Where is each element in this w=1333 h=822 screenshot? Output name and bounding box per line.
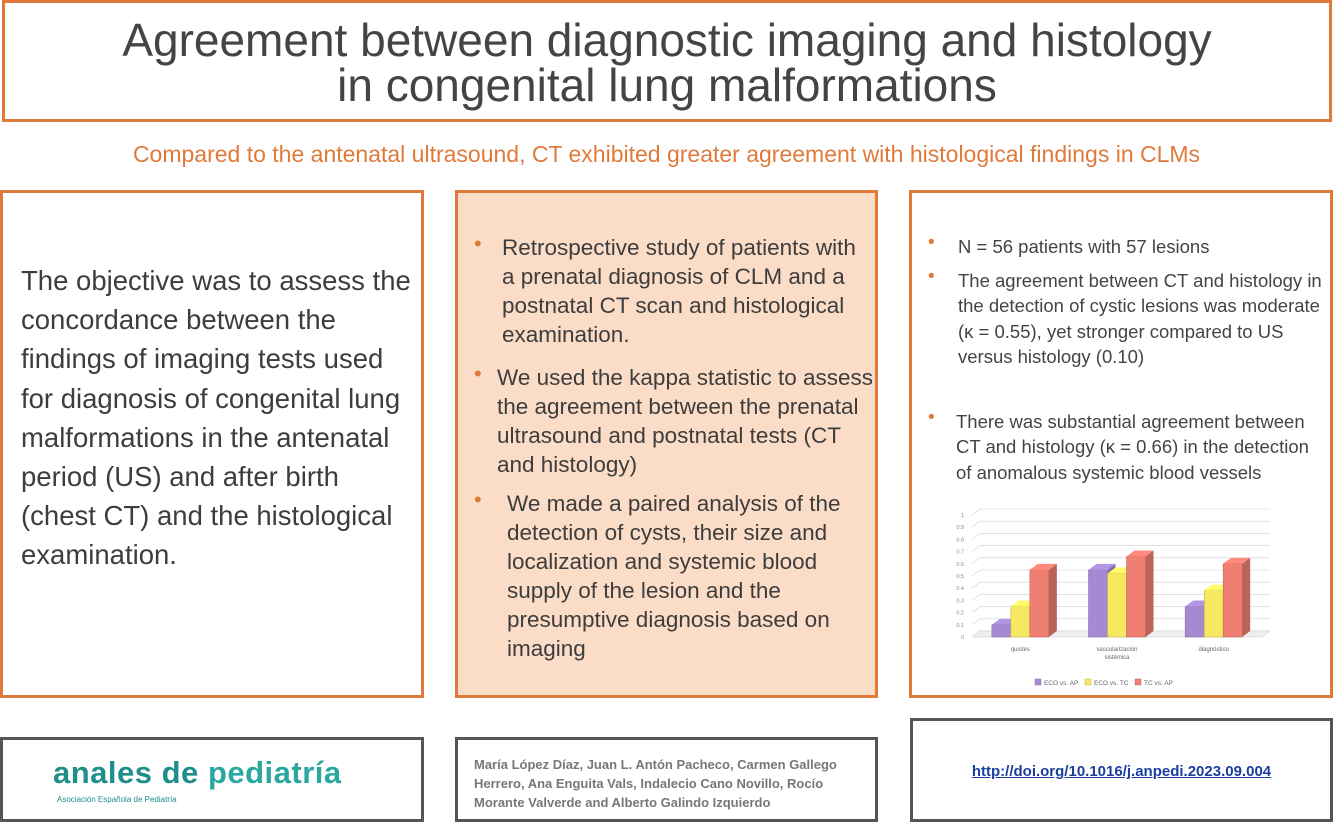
doi-link[interactable]: http://doi.org/10.1016/j.anpedi.2023.09.004 xyxy=(971,763,1272,780)
bar-side xyxy=(1146,550,1154,637)
gridline-depth xyxy=(972,558,980,564)
legend-label: ECO vs. AP xyxy=(1044,680,1079,687)
doi-box xyxy=(910,718,1333,822)
legend-swatch xyxy=(1135,679,1141,685)
y-tick-label: 0 xyxy=(960,635,964,641)
poster-subtitle: Compared to the antenatal ultrasound, CT exhibited greater agreement with histological findings in CLMs xyxy=(132,141,1201,167)
gridline-depth xyxy=(972,546,980,552)
logo-text-part-2: pediatría xyxy=(207,755,342,790)
results-bullet-text: The agreement between CT and histology in the detection of cystic lesions was moderate (κ = 0.55), yet stronger compared to US versus histology (0.10) xyxy=(958,270,1322,368)
y-tick-label: 0.6 xyxy=(956,561,964,568)
bar xyxy=(1127,556,1146,637)
y-tick-label: 1 xyxy=(960,513,964,519)
y-tick-label: 0.9 xyxy=(956,525,964,532)
methods-bullet-text: We made a paired analysis of the detection of cysts, their size and localization and systemic blood supply of the lesion and the presumptive diagnosis based on imaging xyxy=(507,491,841,661)
bullet-dot-icon: • xyxy=(474,361,482,386)
poster-title-line-2: in congenital lung malformations xyxy=(337,59,997,111)
bullet-dot-icon: • xyxy=(474,231,482,256)
bar xyxy=(1185,607,1204,638)
bullet-dot-icon: • xyxy=(474,487,482,512)
logo-text-part-1: anales de xyxy=(53,755,199,790)
gridline-depth xyxy=(972,533,980,539)
objective-panel xyxy=(0,190,424,698)
y-tick-label: 0.1 xyxy=(956,622,964,629)
bar xyxy=(1108,574,1127,637)
bar xyxy=(1204,591,1223,637)
methods-bullet-text: We used the kappa statistic to assess the agreement between the prenatal ultrasound and postnatal tests (CT and histology) xyxy=(497,365,874,477)
legend-label: TC vs. AP xyxy=(1144,680,1173,687)
results-bullet-text: N = 56 patients with 57 lesions xyxy=(958,236,1210,257)
gridline-depth xyxy=(972,607,980,613)
logo-subtitle: Asociación Española de Pediatría xyxy=(57,795,177,804)
x-tick-label: quistes xyxy=(1010,647,1030,653)
y-tick-label: 0.3 xyxy=(956,598,964,605)
legend-label: ECO vs. TC xyxy=(1094,680,1129,687)
bar xyxy=(1223,564,1242,637)
poster-title-line-1: Agreement between diagnostic imaging and histology xyxy=(122,14,1212,66)
gridline-depth xyxy=(972,619,980,625)
bar xyxy=(1030,570,1049,637)
bar-side xyxy=(1049,564,1057,637)
y-tick-label: 0.2 xyxy=(956,610,964,617)
y-tick-label: 0.8 xyxy=(956,537,964,544)
legend-swatch xyxy=(1035,679,1041,685)
x-tick-label: vascularización xyxy=(1096,647,1138,653)
bullet-dot-icon: • xyxy=(928,266,935,287)
results-bullet-text: There was substantial agreement between CT and histology (κ = 0.66) in the detection of anomalous systemic blood vessels xyxy=(956,411,1309,483)
journal-logo-box xyxy=(0,737,424,822)
legend-swatch xyxy=(1085,679,1091,685)
title-box xyxy=(2,0,1332,122)
bar-side xyxy=(1242,558,1250,637)
gridline-depth xyxy=(972,521,980,527)
kappa-bar-chart xyxy=(940,505,1270,695)
x-tick-label: diagnóstico xyxy=(1198,647,1229,653)
bar xyxy=(1089,570,1108,637)
authors-text: María López Díaz, Juan L. Antón Pacheco, Carmen Gallego Herrero, Ana Enguita Vals, Indalecio Cano Novillo, Rocío Morante Valverde and Alberto Galindo Izquierdo xyxy=(474,757,837,810)
gridline-depth xyxy=(972,570,980,576)
bar xyxy=(992,625,1011,637)
kappa-chart xyxy=(940,505,1270,695)
y-tick-label: 0.7 xyxy=(956,549,964,556)
methods-bullet-text: Retrospective study of patients with a prenatal diagnosis of CLM and a postnatal CT scan and histological examination. xyxy=(502,235,856,347)
objective-text: The objective was to assess the concordance between the findings of imaging tests used for diagnosis of congenital lung malformations in the antenatal period (US) and after birth (chest CT) and the histological examination. xyxy=(21,265,411,571)
bullet-dot-icon: • xyxy=(928,232,935,253)
journal-logo xyxy=(53,755,342,791)
bullet-dot-icon: • xyxy=(928,407,935,428)
x-tick-label: sistémica xyxy=(1104,655,1130,661)
methods-panel xyxy=(455,190,878,698)
y-tick-label: 0.4 xyxy=(956,586,964,593)
authors-box xyxy=(455,737,878,822)
gridline-depth xyxy=(972,594,980,600)
y-tick-label: 0.5 xyxy=(956,574,964,580)
bar xyxy=(1011,607,1030,638)
gridline-depth xyxy=(972,582,980,588)
gridline-depth xyxy=(972,509,980,515)
